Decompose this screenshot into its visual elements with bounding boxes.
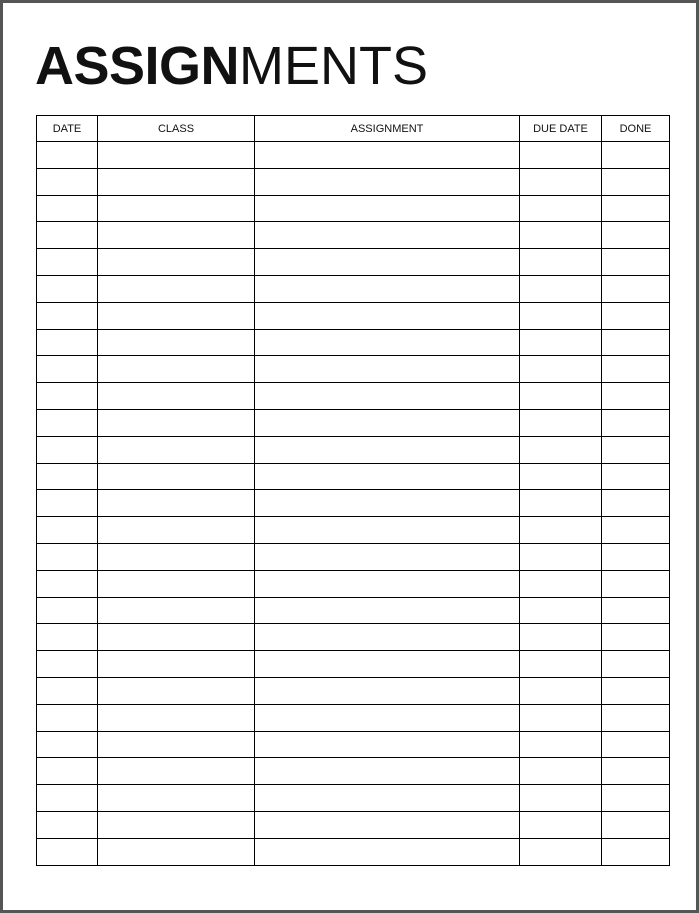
done-cell bbox=[602, 677, 670, 704]
date-cell bbox=[37, 517, 98, 544]
due-date-cell bbox=[520, 704, 602, 731]
class-cell bbox=[98, 222, 255, 249]
table-row bbox=[37, 704, 670, 731]
header-date: DATE bbox=[37, 116, 98, 142]
assignment-cell bbox=[255, 383, 520, 410]
table-row bbox=[37, 543, 670, 570]
class-cell bbox=[98, 811, 255, 838]
done-cell bbox=[602, 383, 670, 410]
assignment-cell bbox=[255, 543, 520, 570]
assignment-cell bbox=[255, 329, 520, 356]
class-cell bbox=[98, 383, 255, 410]
date-cell bbox=[37, 142, 98, 169]
class-cell bbox=[98, 436, 255, 463]
table-row bbox=[37, 570, 670, 597]
due-date-cell bbox=[520, 731, 602, 758]
done-cell bbox=[602, 704, 670, 731]
class-cell bbox=[98, 758, 255, 785]
class-cell bbox=[98, 249, 255, 276]
date-cell bbox=[37, 624, 98, 651]
done-cell bbox=[602, 249, 670, 276]
done-cell bbox=[602, 570, 670, 597]
due-date-cell bbox=[520, 838, 602, 865]
assignment-cell bbox=[255, 168, 520, 195]
assignment-cell bbox=[255, 597, 520, 624]
assignment-cell bbox=[255, 249, 520, 276]
due-date-cell bbox=[520, 624, 602, 651]
assignment-cell bbox=[255, 704, 520, 731]
done-cell bbox=[602, 758, 670, 785]
due-date-cell bbox=[520, 677, 602, 704]
done-cell bbox=[602, 168, 670, 195]
assignment-cell bbox=[255, 731, 520, 758]
table-row bbox=[37, 624, 670, 651]
due-date-cell bbox=[520, 570, 602, 597]
done-cell bbox=[602, 651, 670, 678]
date-cell bbox=[37, 329, 98, 356]
header-assignment: ASSIGNMENT bbox=[255, 116, 520, 142]
done-cell bbox=[602, 195, 670, 222]
assignment-cell bbox=[255, 195, 520, 222]
due-date-cell bbox=[520, 409, 602, 436]
assignment-cell bbox=[255, 275, 520, 302]
done-cell bbox=[602, 409, 670, 436]
table-row bbox=[37, 275, 670, 302]
class-cell bbox=[98, 543, 255, 570]
assignment-cell bbox=[255, 758, 520, 785]
due-date-cell bbox=[520, 275, 602, 302]
table-row bbox=[37, 811, 670, 838]
table-row bbox=[37, 758, 670, 785]
due-date-cell bbox=[520, 222, 602, 249]
due-date-cell bbox=[520, 329, 602, 356]
due-date-cell bbox=[520, 249, 602, 276]
class-cell bbox=[98, 838, 255, 865]
date-cell bbox=[37, 195, 98, 222]
date-cell bbox=[37, 570, 98, 597]
assignment-cell bbox=[255, 222, 520, 249]
date-cell bbox=[37, 785, 98, 812]
done-cell bbox=[602, 811, 670, 838]
class-cell bbox=[98, 490, 255, 517]
done-cell bbox=[602, 731, 670, 758]
date-cell bbox=[37, 302, 98, 329]
assignment-table bbox=[36, 115, 670, 866]
header-due-date: DUE DATE bbox=[520, 116, 602, 142]
date-cell bbox=[37, 677, 98, 704]
done-cell bbox=[602, 517, 670, 544]
done-cell bbox=[602, 142, 670, 169]
assignment-cell bbox=[255, 490, 520, 517]
done-cell bbox=[602, 302, 670, 329]
due-date-cell bbox=[520, 302, 602, 329]
table-row bbox=[37, 785, 670, 812]
table-row bbox=[37, 409, 670, 436]
class-cell bbox=[98, 195, 255, 222]
table-row bbox=[37, 142, 670, 169]
date-cell bbox=[37, 356, 98, 383]
due-date-cell bbox=[520, 758, 602, 785]
table-row bbox=[37, 222, 670, 249]
assignment-cell bbox=[255, 570, 520, 597]
done-cell bbox=[602, 275, 670, 302]
table-row bbox=[37, 463, 670, 490]
table-row bbox=[37, 517, 670, 544]
title-bold-part: ASSIGN bbox=[35, 36, 240, 96]
done-cell bbox=[602, 785, 670, 812]
due-date-cell bbox=[520, 463, 602, 490]
header-class: CLASS bbox=[98, 116, 255, 142]
date-cell bbox=[37, 731, 98, 758]
table-body bbox=[37, 142, 670, 866]
done-cell bbox=[602, 356, 670, 383]
class-cell bbox=[98, 275, 255, 302]
date-cell bbox=[37, 597, 98, 624]
class-cell bbox=[98, 570, 255, 597]
class-cell bbox=[98, 463, 255, 490]
assignment-cell bbox=[255, 409, 520, 436]
table-row bbox=[37, 249, 670, 276]
table-row bbox=[37, 677, 670, 704]
due-date-cell bbox=[520, 356, 602, 383]
date-cell bbox=[37, 463, 98, 490]
date-cell bbox=[37, 543, 98, 570]
date-cell bbox=[37, 651, 98, 678]
table-row bbox=[37, 731, 670, 758]
due-date-cell bbox=[520, 142, 602, 169]
due-date-cell bbox=[520, 490, 602, 517]
date-cell bbox=[37, 758, 98, 785]
assignment-cell bbox=[255, 785, 520, 812]
table-row bbox=[37, 436, 670, 463]
date-cell bbox=[37, 222, 98, 249]
done-cell bbox=[602, 436, 670, 463]
table-row bbox=[37, 329, 670, 356]
assignment-cell bbox=[255, 302, 520, 329]
date-cell bbox=[37, 838, 98, 865]
assignment-cell bbox=[255, 517, 520, 544]
assignment-cell bbox=[255, 624, 520, 651]
table-row bbox=[37, 383, 670, 410]
due-date-cell bbox=[520, 811, 602, 838]
done-cell bbox=[602, 329, 670, 356]
class-cell bbox=[98, 409, 255, 436]
assignment-cell bbox=[255, 838, 520, 865]
due-date-cell bbox=[520, 543, 602, 570]
due-date-cell bbox=[520, 517, 602, 544]
done-cell bbox=[602, 222, 670, 249]
assignment-cell bbox=[255, 677, 520, 704]
header-done: DONE bbox=[602, 116, 670, 142]
class-cell bbox=[98, 677, 255, 704]
class-cell bbox=[98, 302, 255, 329]
due-date-cell bbox=[520, 168, 602, 195]
class-cell bbox=[98, 168, 255, 195]
class-cell bbox=[98, 704, 255, 731]
done-cell bbox=[602, 490, 670, 517]
due-date-cell bbox=[520, 383, 602, 410]
assignment-cell bbox=[255, 651, 520, 678]
date-cell bbox=[37, 409, 98, 436]
date-cell bbox=[37, 168, 98, 195]
class-cell bbox=[98, 731, 255, 758]
class-cell bbox=[98, 785, 255, 812]
title-light-part: MENTS bbox=[239, 36, 429, 96]
due-date-cell bbox=[520, 785, 602, 812]
due-date-cell bbox=[520, 436, 602, 463]
class-cell bbox=[98, 356, 255, 383]
table-row bbox=[37, 651, 670, 678]
class-cell bbox=[98, 142, 255, 169]
assignment-cell bbox=[255, 142, 520, 169]
class-cell bbox=[98, 597, 255, 624]
table-row bbox=[37, 490, 670, 517]
header-row bbox=[37, 116, 670, 142]
done-cell bbox=[602, 624, 670, 651]
date-cell bbox=[37, 275, 98, 302]
date-cell bbox=[37, 490, 98, 517]
date-cell bbox=[37, 249, 98, 276]
date-cell bbox=[37, 704, 98, 731]
assignment-cell bbox=[255, 811, 520, 838]
page-title bbox=[35, 36, 429, 96]
assignment-cell bbox=[255, 436, 520, 463]
date-cell bbox=[37, 383, 98, 410]
table-row bbox=[37, 168, 670, 195]
due-date-cell bbox=[520, 195, 602, 222]
class-cell bbox=[98, 651, 255, 678]
table-row bbox=[37, 195, 670, 222]
due-date-cell bbox=[520, 651, 602, 678]
assignment-cell bbox=[255, 463, 520, 490]
assignment-cell bbox=[255, 356, 520, 383]
class-cell bbox=[98, 517, 255, 544]
date-cell bbox=[37, 811, 98, 838]
due-date-cell bbox=[520, 597, 602, 624]
done-cell bbox=[602, 597, 670, 624]
class-cell bbox=[98, 329, 255, 356]
table-row bbox=[37, 838, 670, 865]
done-cell bbox=[602, 463, 670, 490]
table-row bbox=[37, 597, 670, 624]
date-cell bbox=[37, 436, 98, 463]
table-row bbox=[37, 356, 670, 383]
done-cell bbox=[602, 838, 670, 865]
done-cell bbox=[602, 543, 670, 570]
class-cell bbox=[98, 624, 255, 651]
table-row bbox=[37, 302, 670, 329]
